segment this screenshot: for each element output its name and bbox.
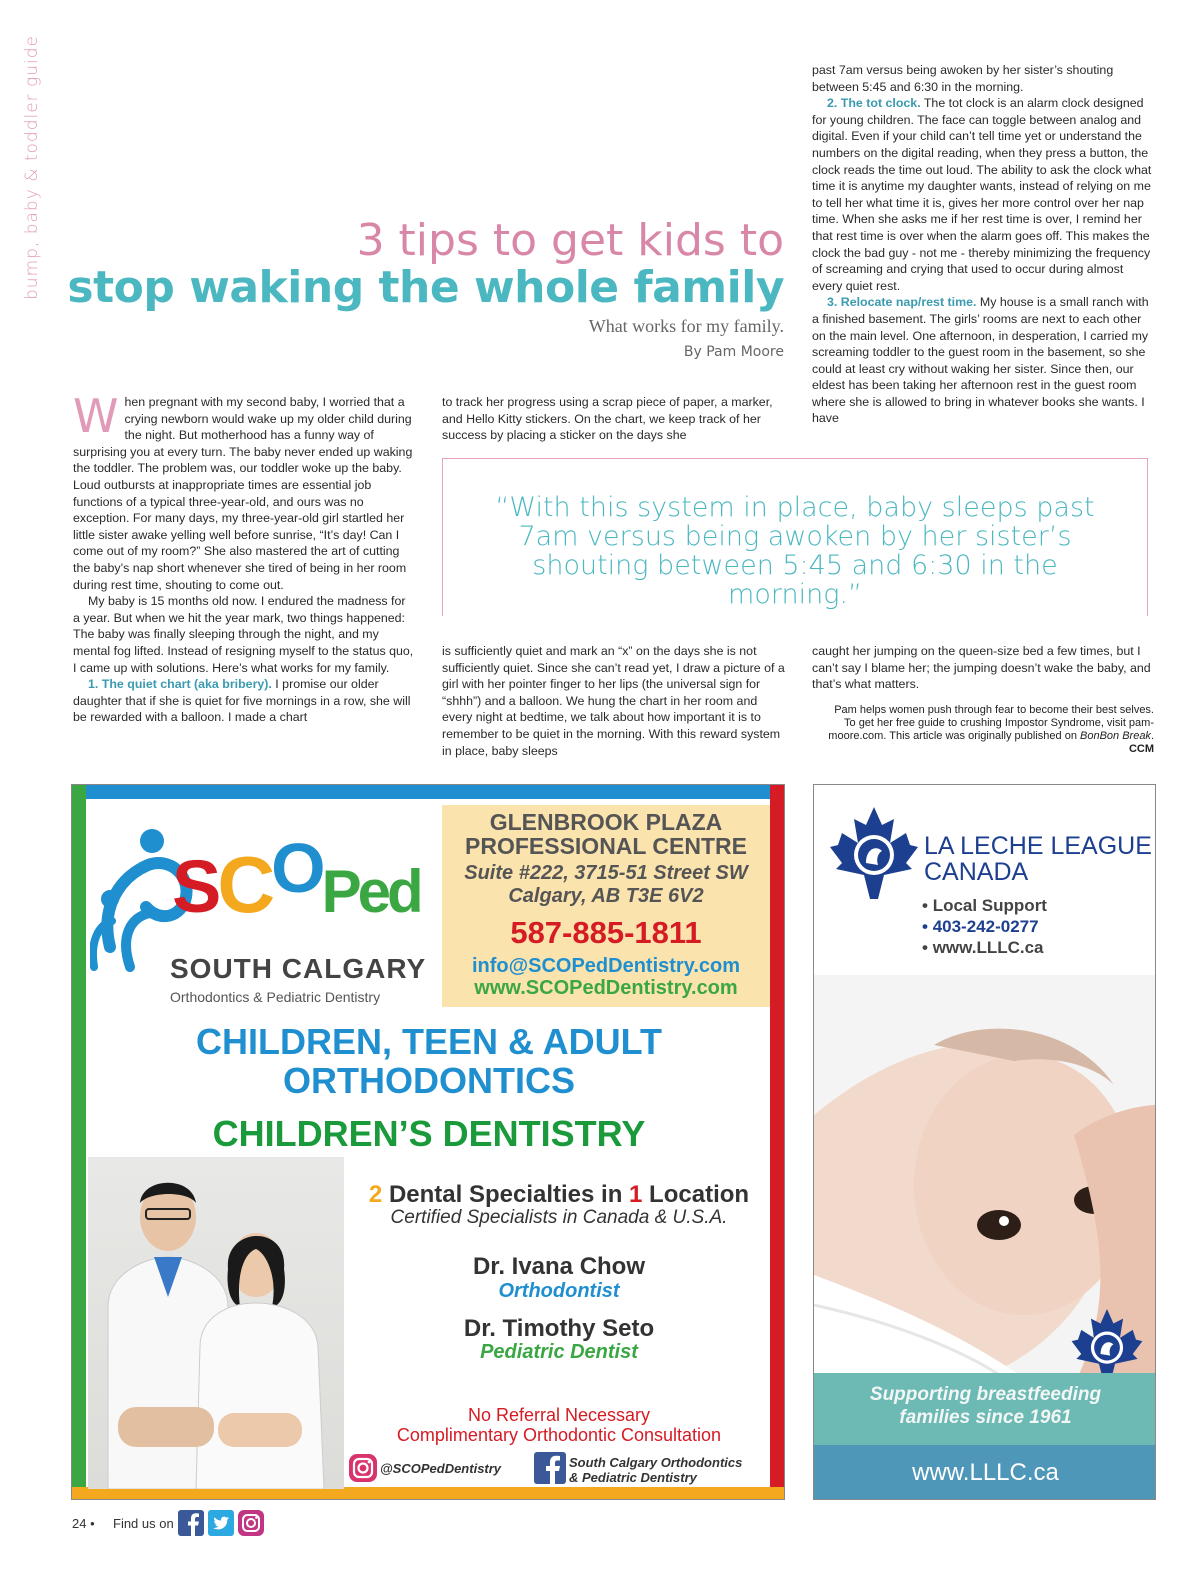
section-sidebar-label: bump, baby & toddler guide — [22, 34, 42, 300]
paragraph: 3. Relocate nap/rest time. My house is a small ranch with a finished basement. The girls’ rooms are next to each other on the main level. One afternoon, in desperation, I carried my screaming toddler to the guest room in the basement, so she could at least cry without waking her sister. Since then, our eldest has been taking her afternoon rest in the guest room where she is allowed to bring in whatever books she wants. I have — [812, 295, 1149, 426]
headline-line3: CHILDREN’S DENTISTRY — [212, 1113, 646, 1154]
article-column-1 — [73, 389, 415, 726]
specialties-line: 2 Dental Specialties in 1 Location — [368, 1181, 750, 1208]
website-link[interactable]: www.SCOPedDentistry.com — [474, 977, 738, 999]
facebook-icon[interactable] — [534, 1452, 566, 1484]
article-byline: By Pam Moore — [683, 344, 784, 360]
paragraph: hen pregnant with my second baby, I worried that a crying newborn would wake up my older child during the night. But motherhood has a funny way of surprising you at every turn. The baby never ended up waking the toddler. The problem was, our toddler woke up the baby. Loud outbursts at inappropriate times are essential job functions of a typical three-year-old, and ours was no exception. For many days, my three-year-old girl startled her little sister awake yelling well before sunrise, “It’s day! Can I come out of my room?” She also mastered the art of cutting the baby’s nap short whenever she tired of being in her room during rest time, shouting to come out. — [73, 395, 413, 592]
email-link[interactable]: info@SCOPedDentistry.com — [471, 955, 741, 977]
logo-line1: SOUTH CALGARY — [170, 953, 427, 984]
list-item: • www.LLLC.ca — [922, 938, 1044, 957]
headline-line2: ORTHODONTICS — [283, 1060, 575, 1101]
tagline: Supporting breastfeeding families since 1961 — [869, 1384, 1102, 1428]
doctor1-name: Dr. Ivana Chow — [472, 1253, 646, 1280]
logo-line2: Orthodontics & Pediatric Dentistry — [170, 989, 381, 1005]
paragraph: My baby is 15 months old now. I endured the madness for a year. But when we hit the year mark, two things happened: The baby was finally sleeping through the night, and my mental fog lifted. Instead of resigning myself to the status quo, I came up with solutions. Here’s what works for my family. — [73, 594, 414, 675]
find-us-label: Find us on — [113, 1516, 174, 1531]
twitter-icon[interactable] — [208, 1510, 234, 1536]
contact-info-box — [442, 805, 770, 1007]
article-title-line1: 3 tips to get kids to — [356, 215, 784, 266]
tip-heading: 1. The quiet chart (aka bribery). — [88, 677, 272, 692]
paragraph: 2. The tot clock. The tot clock is an alarm clock designed for young children. The face can toggle between analog and digital. Even if your child can’t tell time yet or understand the numbers on the digital reading, when they press a button, the clock reads the time out loud. The ability to ask the clock what time it is anytime my daughter wants, instead of relying on me to tell her what time it is, gives her more control over her nap time. When she asks me if her rest time is over, I remind her that rest time is over when the alarm goes off. This makes the clock the bad guy - not me - thereby minimizing the frequency of screaming and crying that used to occur during almost every quiet rest. — [812, 96, 1152, 293]
article-column-2-bottom — [442, 643, 786, 759]
drop-cap: W — [73, 389, 119, 443]
instagram-icon[interactable] — [348, 1453, 378, 1483]
page-number: 24 • — [72, 1516, 95, 1531]
facebook-icon[interactable] — [178, 1510, 204, 1536]
instagram-handle[interactable]: @SCOPedDentistry — [380, 1461, 502, 1476]
paragraph: to track her progress using a scrap piece of paper, a marker, and Hello Kitty stickers. On the chart, we keep track of her success by placing a sticker on the days she — [442, 395, 773, 443]
doctors-photo — [88, 1157, 344, 1489]
article-subtitle: What works for my family. — [588, 316, 784, 336]
doctor2-name: Dr. Timothy Seto — [463, 1315, 655, 1342]
doctors-illustration-icon — [88, 1157, 344, 1489]
ad-border-right — [770, 785, 784, 1500]
article-column-3-top — [812, 62, 1154, 427]
author-bio: Pam helps women push through fear to become their best selves. To get her free guide to crushing Impostor Syndrome, visit pam-moore.com. This article was originally published on BonBon Break. CCM — [828, 704, 1154, 755]
no-referral-line: No Referral Necessary — [467, 1405, 651, 1425]
list-item: • 403-242-0277 — [922, 917, 1039, 936]
logo-letter: Ped — [321, 858, 420, 925]
centre-name: PROFESSIONAL CENTRE — [465, 833, 747, 859]
contact-list — [922, 895, 1047, 958]
tagline-band — [814, 1373, 1156, 1500]
publication-name: BonBon Break — [1080, 730, 1151, 742]
logo-letter: O — [271, 829, 322, 907]
logo-letter: C — [217, 840, 272, 929]
plaza-name: GLENBROOK PLAZA — [489, 809, 723, 835]
address-line: Suite #222, 3715-51 Street SW — [464, 862, 748, 884]
paragraph: caught her jumping on the queen-size bed a few times, but I can’t say I blame her; the jumping doesn’t wake the baby, and that’s what matters. — [812, 644, 1151, 692]
paragraph: is sufficiently quiet and mark an “x” on the days she is not sufficiently quiet. Since she can’t read yet, I draw a picture of a girl with her pointer finger to her lips (the universal sign for “shhh”) and a balloon. We hung the chart in her room and every night at bedtime, we talk about how important it is to remember to be quiet in the morning. With this reward system in place, baby sleeps — [442, 644, 785, 758]
ad-border-left — [72, 785, 86, 1500]
paragraph: past 7am versus being awoken by her sister’s shouting between 5:45 and 6:30 in the morning. — [812, 63, 1114, 94]
logo-letter: S — [172, 845, 218, 928]
doctor2-title: Pediatric Dentist — [480, 1341, 638, 1363]
certified-line: Certified Specialists in Canada & U.S.A. — [390, 1207, 728, 1228]
phone-number[interactable]: 587-885-1811 — [510, 915, 702, 950]
doctor1-title: Orthodontist — [498, 1280, 620, 1302]
paragraph: 1. The quiet chart (aka bribery). I promise our older daughter that if she is quiet for five mornings in a row, she will be rewarded with a balloon. I made a chart — [73, 677, 411, 725]
maple-leaf-logo-icon — [828, 805, 920, 901]
article-column-3-bottom — [812, 643, 1156, 693]
tip-heading: 3. Relocate nap/rest time. — [827, 295, 977, 310]
facebook-page[interactable]: South Calgary Orthodontics & Pediatric Dentistry — [569, 1455, 743, 1485]
la-leche-league-ad[interactable] — [813, 784, 1156, 1500]
ad-border-top — [72, 785, 785, 799]
instagram-icon[interactable] — [238, 1510, 264, 1536]
article-column-2-top — [442, 394, 786, 444]
pull-quote-box — [442, 458, 1148, 616]
lllc-website-link[interactable]: www.LLLC.ca — [912, 1459, 1059, 1486]
scoped-wordmark — [172, 829, 420, 959]
list-item: • Local Support — [922, 896, 1047, 915]
ccm-mark: CCM — [1128, 743, 1154, 755]
city-line: Calgary, AB T3E 6V2 — [508, 885, 704, 907]
headline-line1: CHILDREN, TEEN & ADULT — [196, 1021, 662, 1062]
consultation-line: Complimentary Orthodontic Consultation — [396, 1425, 722, 1445]
scoped-dentistry-ad[interactable] — [71, 784, 785, 1500]
pull-quote: “With this system in place, baby sleeps past 7am versus being awoken by her sister’s shouting between 5:45 and 6:30 in the morning.” — [495, 492, 1095, 610]
article-title-line2: stop waking the whole family — [67, 262, 784, 313]
tip-heading: 2. The tot clock. — [827, 96, 921, 111]
org-name: LA LECHE LEAGUE CANADA — [924, 832, 1152, 886]
